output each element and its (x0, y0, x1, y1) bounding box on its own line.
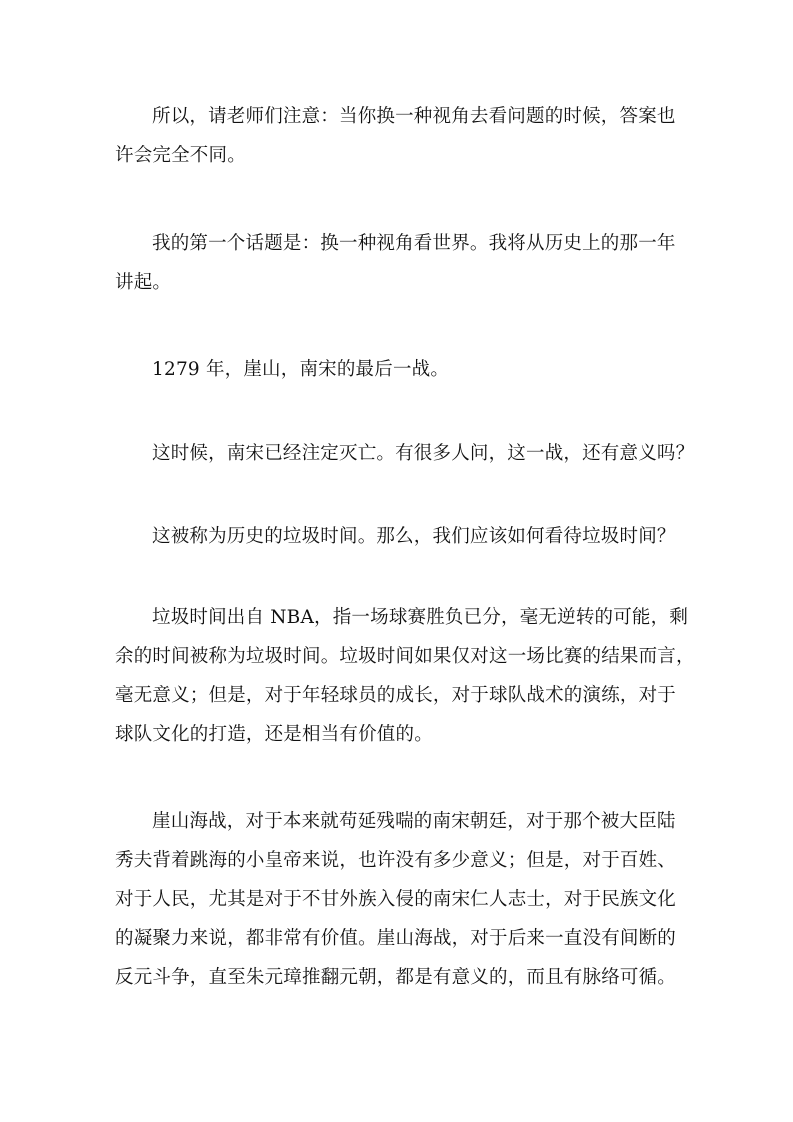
paragraph-song-doomed (115, 434, 695, 473)
text-line: 球队文化的打造，还是相当有价值的。 (115, 724, 433, 745)
text-line: 讲起。 (115, 272, 172, 293)
text-line: 许会完全不同。 (115, 145, 246, 166)
text-line: 垃圾时间出自 NBA，指一场球赛胜负已分，毫无逆转的可能，剩 (152, 607, 689, 628)
text-line: 毫无意义；但是，对于年轻球员的成长，对于球队战术的演练，对于 (115, 685, 677, 706)
text-line: 我的第一个话题是：换一种视角看世界。我将从历史上的那一年 (152, 233, 676, 254)
text-line: 这被称为历史的垃圾时间。那么，我们应该如何看待垃圾时间？ (152, 526, 676, 547)
paragraph-teachers-note (115, 97, 681, 175)
text-line: 这时候，南宋已经注定灭亡。有很多人问，这一战，还有意义吗？ (152, 443, 695, 464)
text-line: 秀夫背着跳海的小皇帝来说，也许没有多少意义；但是，对于百姓、 (115, 850, 677, 871)
text-line: 1279 年，崖山，南宋的最后一战。 (152, 359, 450, 380)
paragraph-1279-yashan (115, 350, 681, 389)
text-line: 反元斗争，直至朱元璋推翻元朝，都是有意义的，而且有脉络可循。 (115, 967, 677, 988)
paragraph-garbage-time-question (115, 517, 681, 556)
paragraph-nba-garbage-time (115, 598, 695, 754)
text-line: 余的时间被称为垃圾时间。垃圾时间如果仅对这一场比赛的结果而言， (115, 646, 695, 667)
paragraph-yashan-battle-meaning (115, 802, 681, 997)
text-line: 的凝聚力来说，都非常有价值。崖山海战，对于后来一直没有间断的 (115, 928, 677, 949)
text-line: 所以，请老师们注意：当你换一种视角去看问题的时候，答案也 (152, 106, 676, 127)
paragraph-first-topic (115, 224, 681, 302)
text-line: 崖山海战，对于本来就苟延残喘的南宋朝廷，对于那个被大臣陆 (152, 811, 676, 832)
text-line: 对于人民，尤其是对于不甘外族入侵的南宋仁人志士，对于民族文化 (115, 889, 677, 910)
